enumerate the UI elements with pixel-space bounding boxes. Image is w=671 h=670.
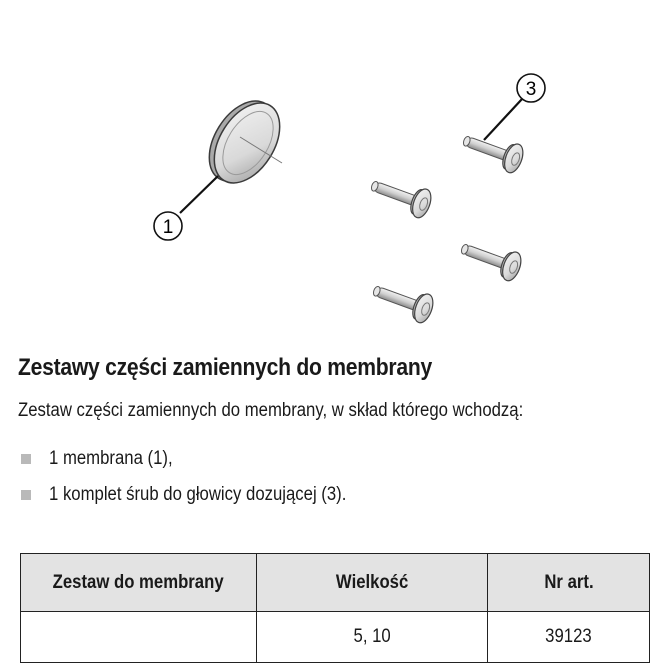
header-kit: Zestaw do membrany bbox=[21, 554, 257, 612]
table-row bbox=[21, 612, 650, 663]
intro-text: Zestaw części zamiennych do membrany, w skład którego wchodzą: bbox=[18, 400, 524, 421]
parts-table bbox=[20, 553, 650, 663]
screw-part bbox=[457, 234, 525, 283]
cell-kit bbox=[21, 612, 257, 663]
list-item-text: 1 komplet śrub do głowicy dozującej (3). bbox=[49, 484, 347, 505]
section-heading: Zestawy części zamiennych do membrany bbox=[18, 354, 432, 381]
bullet-square-icon bbox=[21, 454, 31, 464]
screw-part bbox=[367, 171, 435, 220]
bullet-square-icon bbox=[21, 490, 31, 500]
callout-1-label: 1 bbox=[162, 217, 174, 238]
list-item-text: 1 membrana (1), bbox=[49, 448, 173, 469]
header-article-no: Nr art. bbox=[488, 554, 650, 612]
screw-part bbox=[459, 126, 527, 175]
membrane-part bbox=[196, 89, 293, 194]
table-header-row bbox=[21, 554, 650, 612]
cell-size: 5, 10 bbox=[257, 612, 488, 663]
header-size: Wielkość bbox=[257, 554, 488, 612]
callout-3-label: 3 bbox=[525, 79, 537, 100]
cell-article-no: 39123 bbox=[488, 612, 650, 663]
screw-part bbox=[369, 276, 437, 325]
